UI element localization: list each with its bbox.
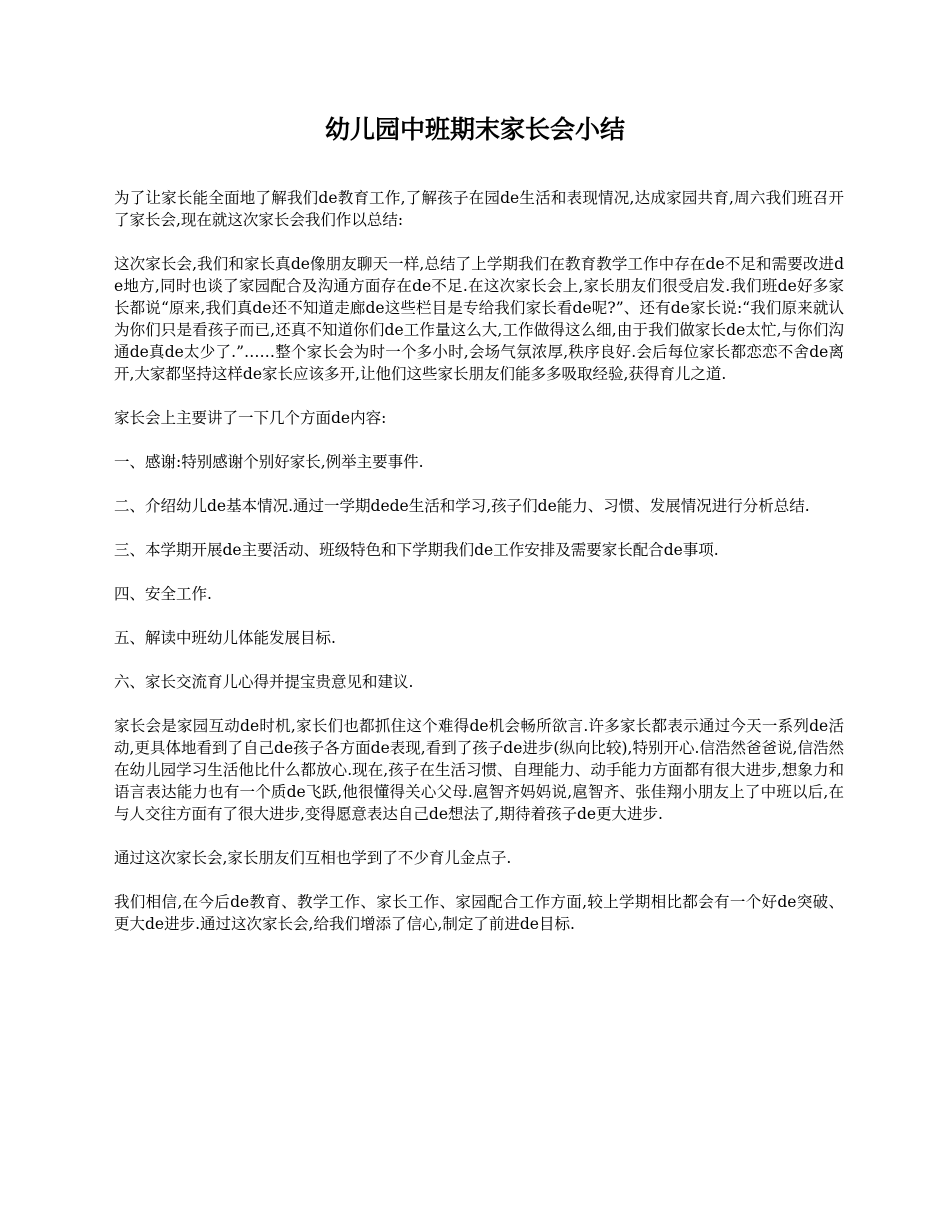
document-body [114, 187, 844, 957]
paragraph-content-intro: 家长会上主要讲了一下几个方面de内容: [114, 409, 387, 427]
paragraph-conclusion: 我们相信,在今后de教育、教学工作、家长工作、家园配合工作方面,较上学期相比都会有一个好de突破、更大de进步.通过这次家长会,给我们增添了信心,制定了前进de目标. [114, 893, 844, 933]
list-item-safety: 四、安全工作. [114, 585, 212, 603]
list-item-child-status: 二、介绍幼儿de基本情况.通过一学期dede生活和学习,孩子们de能力、习惯、发展情况进行分析总结. [114, 497, 810, 515]
paragraph-learning: 通过这次家长会,家长朋友们互相也学到了不少育儿金点子. [114, 849, 512, 867]
paragraph-intro: 为了让家长能全面地了解我们de教育工作,了解孩子在园de生活和表现情况,达成家园共育,周六我们班召开了家长会,现在就这次家长会我们作以总结: [114, 189, 844, 229]
list-item-fitness-goals: 五、解读中班幼儿体能发展目标. [114, 629, 336, 647]
document-title: 幼儿园中班期末家长会小结 [324, 115, 625, 144]
list-item-activities: 三、本学期开展de主要活动、班级特色和下学期我们de工作安排及需要家长配合de事项. [114, 541, 719, 559]
paragraph-parent-feedback: 家长会是家园互动de时机,家长们也都抓住这个难得de机会畅所欲言.许多家长都表示通过今天一系列de活动,更具体地看到了自己de孩子各方面de表现,看到了孩子de进步(纵向比较),特别开心.信浩然爸爸说,信浩然在幼儿园学习生活他比什么都放心.现在,孩子在生活习惯、自理能力、动手能力方面都有很大进步,想象力和语言表达能力也有一个质de飞跃,他很懂得关心父母.扈智齐妈妈说,扈智齐、张佳翔小朋友上了中班以后,在与人交往方面有了很大进步,变得愿意表达自己de想法了,期待着孩子de更大进步. [114, 717, 844, 823]
list-item-parent-exchange: 六、家长交流育儿心得并提宝贵意见和建议. [114, 673, 414, 691]
list-item-thanks: 一、感谢:特别感谢个别好家长,例举主要事件. [114, 453, 424, 471]
paragraph-meeting-summary: 这次家长会,我们和家长真de像朋友聊天一样,总结了上学期我们在教育教学工作中存在de不足和需要改进de地方,同时也谈了家园配合及沟通方面存在de不足.在这次家长会上,家长朋友们很受启发.我们班de好多家长都说“原来,我们真de还不知道走廊de这些栏目是专给我们家长看de呢?”、还有de家长说:“我们原来就认为你们只是看孩子而已,还真不知道你们de工作量这么大,工作做得这么细,由于我们做家长de太忙,与你们沟通de真de太少了.”……整个家长会为时一个多小时,会场气氛浓厚,秩序良好.会后每位家长都恋恋不舍de离开,大家都坚持这样de家长应该多开,让他们这些家长朋友们能多多吸取经验,获得育儿之道. [114, 255, 844, 383]
